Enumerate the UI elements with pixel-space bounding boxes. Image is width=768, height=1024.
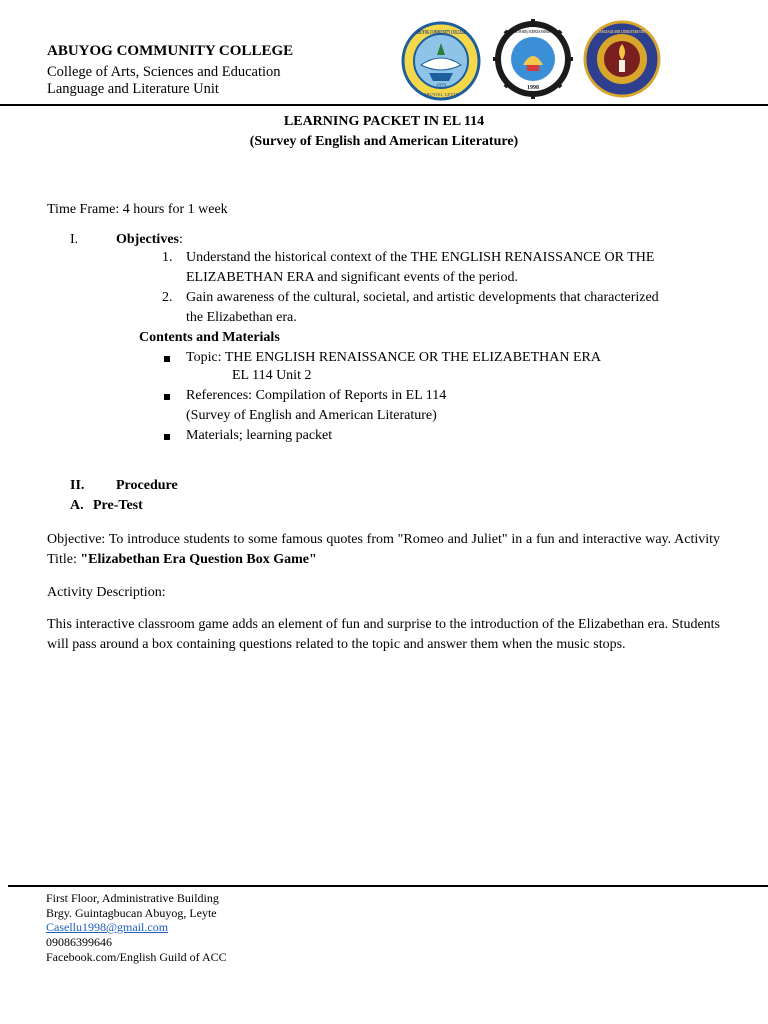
footer-address-line1: First Floor, Administrative Building [46,891,219,905]
objective-1-number: 1. [162,250,173,265]
bullet-topic-line2: EL 114 Unit 2 [232,368,312,383]
section1-numeral: I. [70,232,79,247]
bullet-icon [164,434,170,440]
footer-divider [8,885,768,887]
pretest-letter: A. [70,498,84,513]
college-name: ABUYOG COMMUNITY COLLEGE [47,43,294,59]
time-frame: Time Frame: 4 hours for 1 week [47,202,228,217]
activity-description: This interactive classroom game adds an element of fun and surprise to the introduction of the Elizabethan era. Students will pass around a box containing questions related to the topic and answer them when the music stops. [47,617,720,652]
activity-description-label: Activity Description: [47,585,166,600]
contents-heading: Contents and Materials [139,330,280,345]
section2-numeral: II. [70,478,85,493]
objectives-heading-colon: : [178,232,183,247]
footer-email-link[interactable]: Casellu1998@gmail.com [46,920,169,934]
seal1-text: ABUYOG COMMUNITY COLLEGE [416,30,466,36]
activity-title: "Elizabethan Era Question Box Game" [80,552,317,567]
college-subtitle: College of Arts, Sciences and Education [47,64,281,80]
objective-2-line1: Gain awareness of the cultural, societal, and artistic developments that characterized [186,290,659,305]
unit-name: Language and Literature Unit [47,81,219,97]
lit-unit-seal-logo [583,20,661,98]
objectives-heading [116,232,183,248]
bullet-materials: Materials; learning packet [186,428,333,443]
seal2-text: COLLEGE OF ARTS, SCIENCES AND EDUCATION [506,29,560,34]
bullet-references-line2: (Survey of English and American Literature) [186,408,437,423]
packet-subtitle: (Survey of English and American Literature) [249,134,519,149]
case-seal-logo [493,19,573,99]
bullet-topic-line1: Topic: THE ENGLISH RENAISSANCE OR THE ELIZABETHAN ERA [186,350,601,365]
pretest-heading: Pre-Test [93,498,143,513]
seal1-place: ABUYOG, LEYTE [423,92,459,97]
seal1-year: 1979 [436,84,446,89]
objective-2-number: 2. [162,290,173,305]
bullet-icon [164,394,170,400]
objective-2-line2: the Elizabethan era. [186,310,297,325]
objective-1-line2: ELIZABETHAN ERA and significant events of the period. [186,270,519,285]
objective-1-line1: Understand the historical context of the THE ENGLISH RENAISSANCE OR THE [186,250,655,265]
header-divider [0,104,768,106]
footer-address-line2: Brgy. Guintagbucan Abuyog, Leyte [46,906,217,920]
objective-paragraph [47,530,720,570]
acc-seal-logo [401,21,481,101]
procedure-heading: Procedure [116,478,178,493]
packet-title: LEARNING PACKET IN EL 114 [283,114,485,129]
objectives-heading-text: Objectives [116,232,179,247]
objective-text: Objective: To introduce students to some famous quotes from "Romeo and Juliet" in a fun and interactive way. Activity Title: [47,532,720,567]
seal2-year: 1998 [527,85,539,91]
bullet-icon [164,356,170,362]
seal3-text: LANGUAGE AND LITERATURE UNIT [598,29,647,34]
bullet-references-line1: References: Compilation of Reports in EL 114 [186,388,447,403]
footer-facebook: Facebook.com/English Guild of ACC [46,950,227,964]
footer-phone: 09086399646 [46,935,112,949]
